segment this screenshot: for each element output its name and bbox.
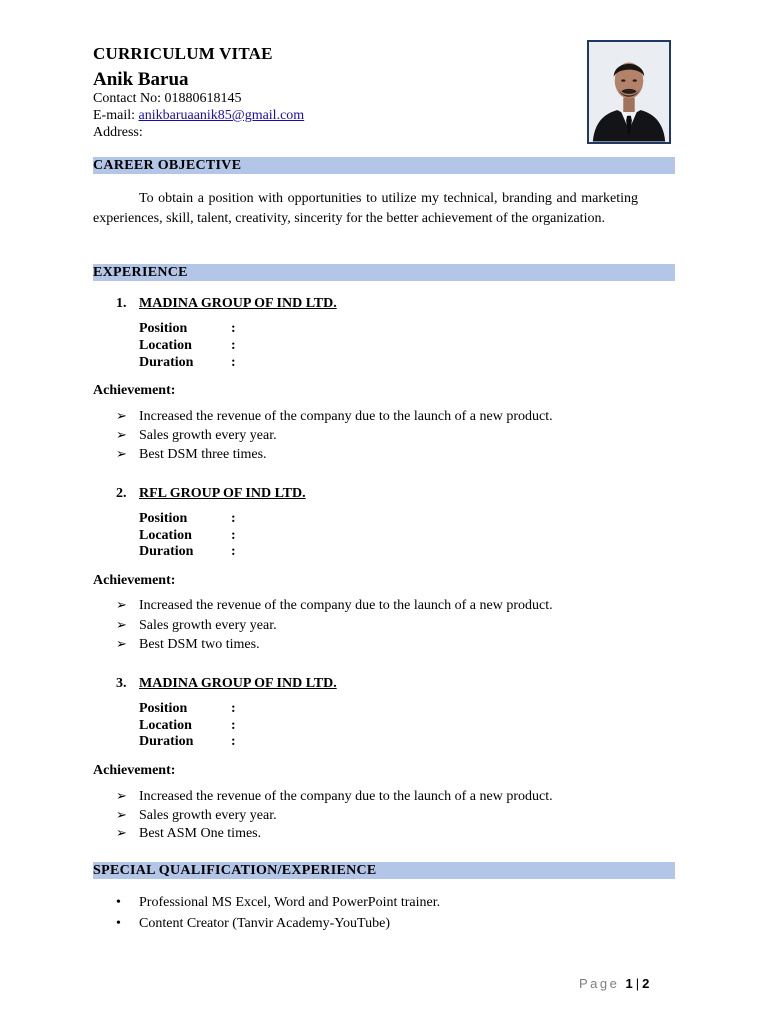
achievement-text: Increased the revenue of the company due to the launch of a new product.	[139, 409, 553, 424]
achievement-text: Sales growth every year.	[139, 428, 277, 443]
arrow-bullet-icon: ➢	[116, 618, 127, 633]
person-portrait-icon	[589, 42, 669, 142]
arrow-bullet-icon: ➢	[116, 637, 127, 652]
list-item	[116, 826, 261, 842]
dot-bullet-icon: •	[116, 916, 121, 931]
company-name: MADINA GROUP OF IND LTD.	[139, 676, 337, 691]
list-item	[116, 637, 260, 653]
special-qualification-heading: SPECIAL QUALIFICATION/EXPERIENCE	[93, 862, 675, 879]
arrow-bullet-icon: ➢	[116, 598, 127, 613]
location-label: Location	[139, 338, 192, 353]
list-item	[116, 618, 277, 634]
page-number-footer	[579, 976, 649, 991]
field-colon: :	[231, 701, 236, 716]
page-separator: |	[635, 976, 640, 991]
field-colon: :	[231, 544, 236, 559]
position-label: Position	[139, 321, 188, 336]
list-item	[116, 916, 390, 932]
duration-label: Duration	[139, 355, 194, 370]
achievement-text: Best DSM three times.	[139, 447, 267, 462]
job-number: 2.	[116, 486, 127, 501]
job-title	[116, 296, 337, 312]
candidate-name: Anik Barua	[93, 69, 189, 90]
contact-label: Contact No:	[93, 91, 162, 106]
location-label: Location	[139, 718, 192, 733]
duration-label: Duration	[139, 544, 194, 559]
arrow-bullet-icon: ➢	[116, 447, 127, 462]
email-label: E-mail:	[93, 108, 135, 123]
achievement-text: Increased the revenue of the company due to the launch of a new product.	[139, 598, 553, 613]
job-title	[116, 486, 306, 502]
list-item	[116, 428, 277, 444]
current-page: 1	[625, 976, 633, 991]
achievement-text: Best ASM One times.	[139, 826, 262, 841]
list-item	[116, 447, 267, 463]
career-objective-text: To obtain a position with opportunities to utilize my technical, branding and marketing experiences, skill, talent, creativity, sincerity for the better achievement of the organization.	[93, 191, 638, 226]
duration-label: Duration	[139, 734, 194, 749]
field-colon: :	[231, 338, 236, 353]
position-label: Position	[139, 701, 188, 716]
field-colon: :	[231, 528, 236, 543]
company-name: RFL GROUP OF IND LTD.	[139, 486, 306, 501]
arrow-bullet-icon: ➢	[116, 789, 127, 804]
achievement-label: Achievement:	[93, 383, 176, 398]
page-word: Page	[579, 976, 620, 991]
job-title	[116, 676, 337, 692]
position-label: Position	[139, 511, 188, 526]
company-name: MADINA GROUP OF IND LTD.	[139, 296, 337, 311]
field-colon: :	[231, 321, 236, 336]
arrow-bullet-icon: ➢	[116, 808, 127, 823]
total-pages: 2	[642, 976, 650, 991]
email-line	[93, 107, 304, 124]
arrow-bullet-icon: ➢	[116, 409, 127, 424]
list-item	[116, 598, 553, 614]
location-label: Location	[139, 528, 192, 543]
achievement-label: Achievement:	[93, 573, 176, 588]
achievement-label: Achievement:	[93, 763, 176, 778]
achievement-text: Sales growth every year.	[139, 808, 277, 823]
field-colon: :	[231, 734, 236, 749]
achievement-text: Increased the revenue of the company due to the launch of a new product.	[139, 789, 553, 804]
job-number: 3.	[116, 676, 127, 691]
job-number: 1.	[116, 296, 127, 311]
contact-value: 01880618145	[164, 91, 242, 106]
list-item	[116, 409, 553, 425]
contact-line	[93, 90, 242, 107]
address-label: Address:	[93, 125, 143, 140]
field-colon: :	[231, 511, 236, 526]
experience-heading: EXPERIENCE	[93, 264, 675, 281]
achievement-text: Sales growth every year.	[139, 618, 277, 633]
list-item	[116, 789, 553, 805]
arrow-bullet-icon: ➢	[116, 826, 127, 841]
document-title: CURRICULUM VITAE	[93, 44, 273, 63]
achievement-text: Best DSM two times.	[139, 637, 260, 652]
qualification-text: Professional MS Excel, Word and PowerPoint trainer.	[139, 895, 441, 910]
address-line	[93, 124, 143, 141]
career-objective-heading: CAREER OBJECTIVE	[93, 157, 675, 174]
email-link[interactable]: anikbaruaanik85@gmail.com	[138, 108, 305, 123]
list-item	[116, 808, 277, 824]
qualification-text: Content Creator (Tanvir Academy-YouTube)	[139, 916, 390, 931]
field-colon: :	[231, 718, 236, 733]
field-colon: :	[231, 355, 236, 370]
list-item	[116, 895, 440, 911]
dot-bullet-icon: •	[116, 895, 121, 910]
arrow-bullet-icon: ➢	[116, 428, 127, 443]
profile-photo	[587, 40, 671, 144]
